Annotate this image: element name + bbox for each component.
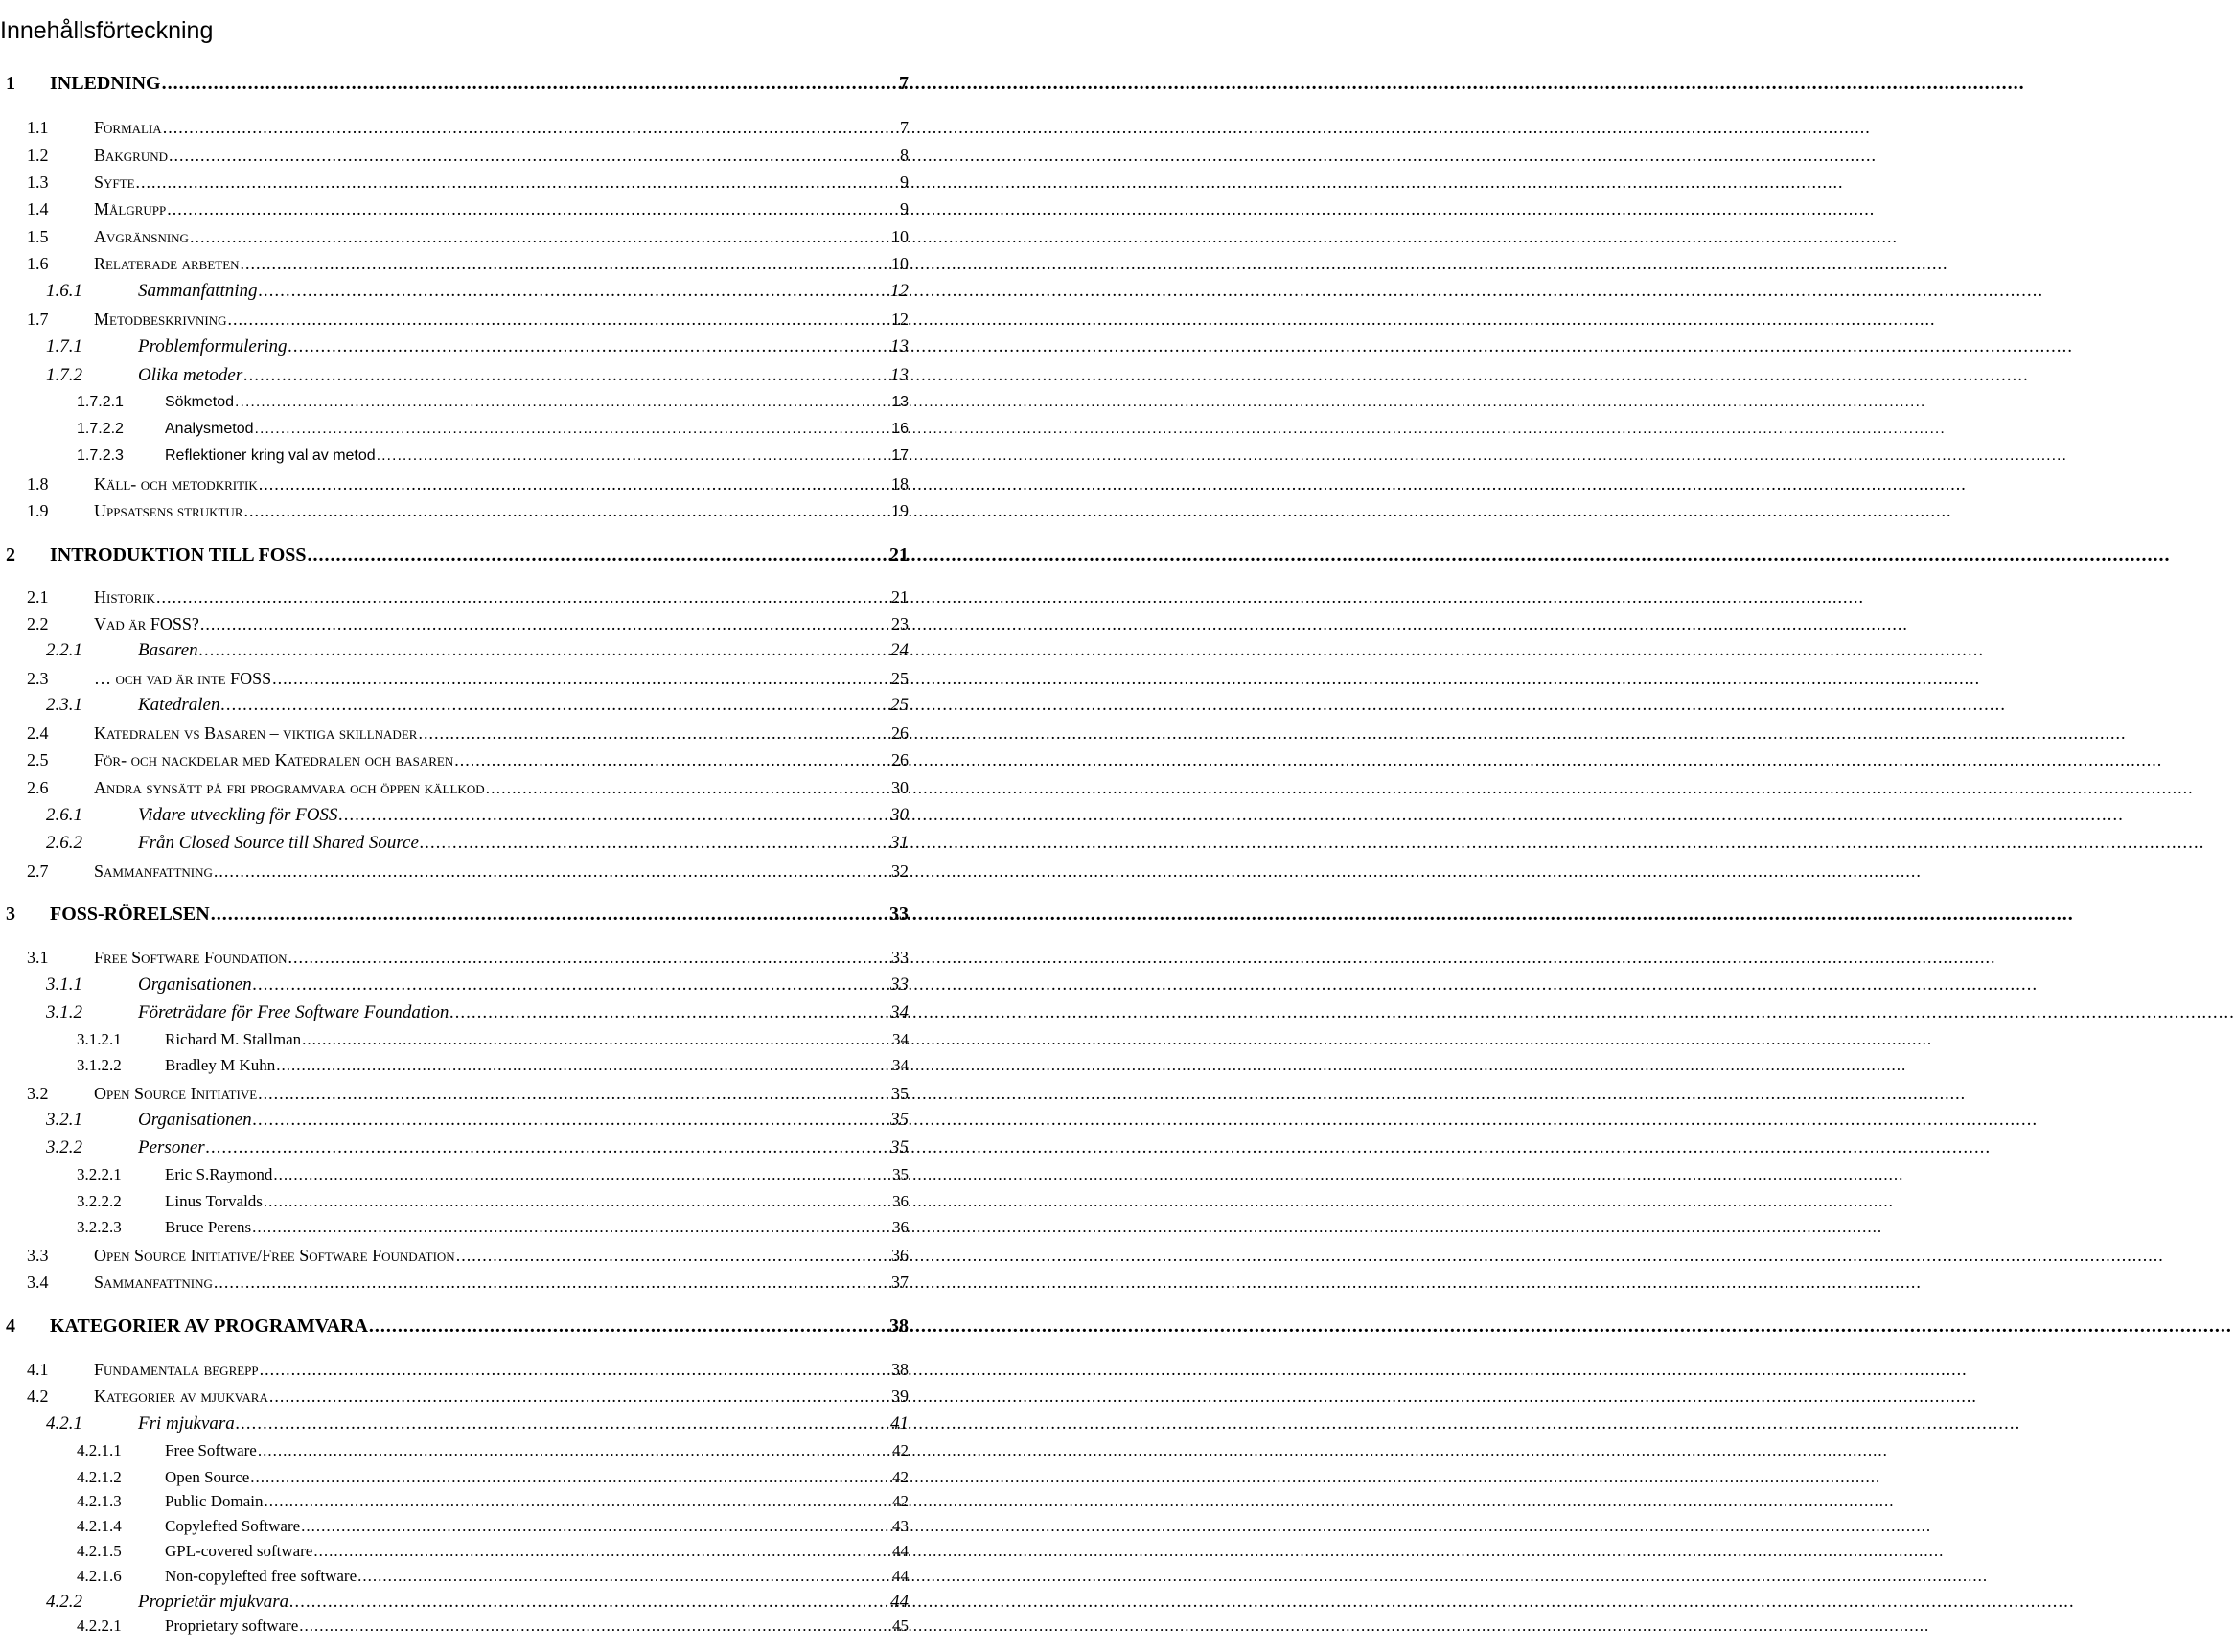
toc-entry-number: 2	[6, 544, 15, 565]
toc-entry-page-number: 7	[899, 73, 909, 94]
toc-entry-number: 1.3	[27, 172, 49, 192]
toc-entry[interactable]	[77, 1162, 909, 1187]
toc-entry-title: Open Source	[165, 1468, 250, 1486]
toc-entry-page-number: 33	[890, 975, 909, 995]
toc-entry-number: 2.7	[27, 861, 49, 881]
toc-entry-title: INLEDNING	[50, 73, 161, 94]
toc-entry-number: 1.9	[27, 501, 49, 520]
toc-entry-title: Non-copylefted free software	[165, 1567, 357, 1585]
dot-leader	[420, 831, 889, 856]
toc-entry-number: 2.4	[27, 723, 49, 743]
toc-entry-page-number: 35	[891, 1084, 909, 1103]
toc-entry-page-number: 24	[890, 640, 909, 660]
dot-leader	[486, 775, 890, 800]
toc-entry-title: Sökmetod	[165, 394, 235, 410]
toc-entry[interactable]	[77, 1215, 909, 1240]
toc-entry-number: 3.2.2.3	[77, 1218, 122, 1236]
toc-entry-title: Formalia	[94, 118, 162, 137]
toc-entry[interactable]	[27, 143, 909, 168]
toc-entry[interactable]	[46, 973, 909, 998]
toc-entry-title: Syfte	[94, 172, 135, 192]
dot-leader	[250, 1465, 891, 1490]
toc-entry-page-number: 30	[891, 778, 909, 797]
toc-entry-number: 1.7.2	[46, 365, 82, 385]
toc-entry-number: 1.5	[27, 227, 49, 246]
toc-entry-title: Målgrupp	[94, 199, 167, 218]
toc-entry-title: Bradley M Kuhn	[165, 1056, 276, 1074]
dot-leader	[221, 693, 890, 718]
toc-entry-page-number: 36	[891, 1246, 909, 1265]
dot-leader	[369, 1314, 888, 1339]
toc-entry-title: Uppsatsens struktur	[94, 501, 243, 520]
toc-entry-number: 2.2	[27, 614, 49, 633]
toc-entry-number: 4.2.1.5	[77, 1542, 122, 1560]
toc-entry-page-number: 42	[892, 1492, 909, 1510]
dot-leader	[301, 1514, 891, 1539]
toc-entry-title: Organisationen	[138, 975, 252, 995]
dot-leader	[228, 307, 890, 332]
toc-entry-title: Katedralen vs Basaren – viktiga skillnader	[94, 723, 418, 743]
toc-entry[interactable]	[27, 1270, 909, 1295]
toc-entry-number: 4.2.2.1	[77, 1617, 122, 1635]
toc-entry-page-number: 21	[889, 544, 909, 565]
toc-entry-page-number: 35	[892, 1165, 909, 1183]
toc-entry[interactable]	[46, 1136, 909, 1160]
toc-entry-title: Copylefted Software	[165, 1517, 301, 1535]
toc-entry-title: Linus Torvalds	[165, 1192, 263, 1210]
toc-entry-title: Andra synsätt på fri programvara och öppen källkod	[94, 778, 485, 797]
toc-entry-page-number: 13	[890, 336, 909, 356]
toc-entry-page-number: 21	[891, 587, 909, 607]
toc-entry-page-number: 12	[890, 281, 909, 301]
dot-leader	[169, 143, 899, 168]
toc-entry-page-number: 39	[891, 1387, 909, 1406]
toc-entry-number: 2.6.2	[46, 833, 82, 853]
toc-entry-number: 3.2.2.1	[77, 1165, 122, 1183]
toc-entry-page-number: 36	[892, 1218, 909, 1236]
toc-entry-number: 3.2.2.2	[77, 1192, 122, 1210]
dot-leader	[167, 196, 899, 221]
dot-leader	[253, 1108, 889, 1133]
toc-entry[interactable]	[27, 224, 909, 249]
toc-entry[interactable]	[27, 1081, 909, 1106]
toc-entry[interactable]	[27, 251, 909, 276]
toc-entry[interactable]	[77, 1027, 909, 1052]
dot-leader	[418, 721, 890, 746]
toc-entry-title: Sammanfattning	[94, 861, 213, 881]
toc-entry-number: 1	[6, 73, 15, 94]
toc-entry-page-number: 8	[900, 146, 909, 165]
toc-entry-number: 4.2.1.3	[77, 1492, 122, 1510]
toc-entry[interactable]	[46, 334, 909, 359]
toc-entry-page-number: 23	[891, 614, 909, 633]
toc-entry-title: Kategorier av mjukvara	[94, 1387, 268, 1406]
toc-entry-number: 3.2	[27, 1084, 49, 1103]
toc-entry-number: 4.2.1.6	[77, 1567, 122, 1585]
toc-entry-title: Basaren	[138, 640, 198, 660]
toc-entry-page-number: 16	[891, 421, 909, 437]
toc-entry-number: 1.7.1	[46, 336, 82, 356]
toc-entry[interactable]	[77, 1539, 909, 1564]
toc-entry-number: 1.6	[27, 254, 49, 273]
toc-entry-page-number: 9	[900, 199, 909, 218]
dot-leader	[214, 859, 890, 883]
toc-entry-title: FOSS-RÖRELSEN	[50, 904, 210, 925]
toc-entry-number: 3.1.2.1	[77, 1030, 122, 1048]
dot-leader	[199, 638, 889, 663]
dot-leader	[289, 1590, 889, 1615]
toc-entry[interactable]	[6, 902, 909, 927]
dot-leader	[288, 334, 889, 359]
toc-entry-page-number: 34	[890, 1002, 909, 1022]
page-title: Innehållsförteckning	[0, 16, 214, 44]
toc-entry-page-number: 33	[889, 904, 909, 925]
toc-entry[interactable]	[27, 170, 909, 195]
toc-entry[interactable]	[27, 1357, 909, 1382]
toc-entry[interactable]	[27, 585, 909, 609]
toc-entry[interactable]	[27, 1243, 909, 1268]
toc-entry-number: 3.3	[27, 1246, 49, 1265]
toc-entry-page-number: 25	[891, 669, 909, 688]
toc-entry[interactable]	[27, 775, 909, 800]
dot-leader	[269, 1384, 890, 1409]
dot-leader	[255, 417, 891, 442]
toc-entry[interactable]	[77, 1189, 909, 1214]
toc-entry[interactable]	[27, 945, 909, 970]
toc-entry-page-number: 38	[889, 1316, 909, 1337]
toc-entry-number: 2.6	[27, 778, 49, 797]
toc-entry-title: KATEGORIER AV PROGRAMVARA	[50, 1316, 368, 1337]
toc-entry[interactable]	[46, 693, 909, 718]
toc-entry-title: Sammanfattning	[138, 281, 258, 301]
toc-entry-number: 1.8	[27, 474, 49, 493]
toc-entry-page-number: 44	[892, 1542, 909, 1560]
toc-entry-page-number: 42	[892, 1468, 909, 1486]
toc-entry[interactable]	[6, 542, 909, 567]
toc-entry-number: 1.2	[27, 146, 49, 165]
toc-entry-page-number: 44	[890, 1592, 909, 1612]
toc-entry-number: 3.1.1	[46, 975, 82, 995]
toc-entry-title: Free Software	[165, 1441, 257, 1459]
toc-entry-number: 1.6.1	[46, 281, 82, 301]
toc-entry-page-number: 13	[891, 394, 909, 410]
toc-entry-title: Sammanfattning	[94, 1273, 213, 1292]
toc-entry-page-number: 38	[891, 1360, 909, 1379]
toc-entry-number: 4.2.1.2	[77, 1468, 122, 1486]
dot-leader	[162, 71, 898, 96]
toc-entry-title: Vidare utveckling för FOSS	[138, 805, 338, 825]
toc-entry-title: Metodbeskrivning	[94, 310, 227, 329]
toc-entry-page-number: 31	[890, 833, 909, 853]
toc-entry[interactable]	[77, 1614, 909, 1639]
toc-entry-number: 3.4	[27, 1273, 49, 1292]
toc-entry[interactable]	[6, 71, 909, 96]
toc-entry-page-number: 41	[890, 1413, 909, 1434]
dot-leader	[308, 542, 889, 567]
toc-entry-page-number: 18	[891, 474, 909, 493]
toc-entry[interactable]	[77, 1438, 909, 1463]
toc-entry-number: 4.2	[27, 1387, 49, 1406]
toc-entry[interactable]	[27, 721, 909, 746]
toc-entry-title: Open Source Initiative	[94, 1084, 258, 1103]
dot-leader	[200, 611, 890, 636]
toc-entry-title: Relaterade arbeten	[94, 254, 240, 273]
toc-entry-number: 2.2.1	[46, 640, 82, 660]
toc-entry-number: 1.4	[27, 199, 49, 218]
toc-entry[interactable]	[27, 1384, 909, 1409]
toc-entry[interactable]	[46, 638, 909, 663]
dot-leader	[276, 1053, 891, 1078]
toc-entry-number: 2.1	[27, 587, 49, 607]
toc-entry[interactable]	[46, 1590, 909, 1615]
toc-entry[interactable]	[46, 803, 909, 828]
dot-leader	[377, 444, 891, 469]
dot-leader	[260, 1357, 890, 1382]
toc-entry-title: … och vad är inte FOSS	[94, 669, 272, 688]
toc-entry-page-number: 42	[892, 1441, 909, 1459]
toc-entry-number: 4.2.2	[46, 1592, 82, 1612]
toc-entry-page-number: 35	[890, 1137, 909, 1158]
toc-entry-title: Richard M. Stallman	[165, 1030, 302, 1048]
toc-entry-title: Reflektioner kring val av metod	[165, 447, 376, 464]
toc-entry[interactable]	[77, 417, 909, 442]
dot-leader	[236, 1411, 889, 1436]
toc-entry-title: Bakgrund	[94, 146, 169, 165]
toc-entry[interactable]	[27, 498, 909, 523]
toc-entry-page-number: 13	[890, 365, 909, 385]
dot-leader	[338, 803, 889, 828]
dot-leader	[456, 1243, 890, 1268]
toc-entry-number: 4.1	[27, 1360, 49, 1379]
toc-entry-page-number: 32	[891, 861, 909, 881]
toc-entry-page-number: 33	[891, 948, 909, 967]
toc-entry-page-number: 19	[891, 501, 909, 520]
dot-leader	[241, 251, 890, 276]
toc-entry[interactable]	[27, 859, 909, 883]
dot-leader	[454, 747, 890, 772]
toc-entry[interactable]	[46, 363, 909, 388]
toc-entry-title: Problemformulering	[138, 336, 288, 356]
toc-entry-title: Analysmetod	[165, 421, 254, 437]
toc-entry-title: Open Source Initiative/Free Software Foundation	[94, 1246, 455, 1265]
toc-entry-number: 3.2.1	[46, 1110, 82, 1130]
toc-entry[interactable]	[27, 115, 909, 140]
table-of-contents	[0, 0, 920, 1652]
dot-leader	[211, 902, 888, 927]
dot-leader	[163, 115, 899, 140]
toc-entry-title: Företrädare för Free Software Foundation	[138, 1002, 449, 1022]
toc-entry[interactable]	[46, 1108, 909, 1133]
toc-entry-number: 4.2.1	[46, 1413, 82, 1434]
toc-entry-page-number: 10	[891, 254, 909, 273]
toc-entry[interactable]	[6, 1314, 909, 1339]
dot-leader	[190, 224, 890, 249]
toc-entry-number: 2.3.1	[46, 695, 82, 715]
toc-entry-title: Organisationen	[138, 1110, 252, 1130]
dot-leader	[313, 1539, 891, 1564]
toc-entry-title: Bruce Perens	[165, 1218, 252, 1236]
toc-entry-page-number: 26	[891, 723, 909, 743]
dot-leader	[264, 1489, 891, 1514]
toc-entry-number: 1.1	[27, 118, 49, 137]
toc-entry-title: Historik	[94, 587, 156, 607]
toc-entry-title: Fri mjukvara	[138, 1413, 235, 1434]
toc-entry-number: 1.7	[27, 310, 49, 329]
toc-entry-page-number: 7	[900, 118, 909, 137]
toc-entry[interactable]	[77, 1489, 909, 1514]
toc-entry-page-number: 9	[900, 172, 909, 192]
toc-entry-title: Proprietary software	[165, 1617, 299, 1635]
toc-entry-title: Vad är FOSS?	[94, 614, 199, 633]
dot-leader	[243, 498, 890, 523]
dot-leader	[258, 1438, 891, 1463]
dot-leader	[206, 1136, 889, 1160]
toc-entry-page-number: 34	[892, 1030, 909, 1048]
toc-entry-page-number: 43	[892, 1517, 909, 1535]
dot-leader	[258, 1081, 890, 1106]
toc-entry-number: 3.1.2.2	[77, 1056, 122, 1074]
toc-entry-title: Från Closed Source till Shared Source	[138, 833, 419, 853]
toc-entry-number: 2.5	[27, 750, 49, 769]
dot-leader	[449, 1000, 889, 1025]
toc-entry-title: Eric S.Raymond	[165, 1165, 273, 1183]
toc-entry[interactable]	[46, 1000, 909, 1025]
toc-entry-title: Avgränsning	[94, 227, 189, 246]
toc-entry-number: 1.7.2.1	[77, 394, 124, 410]
toc-entry-number: 4.2.1.4	[77, 1517, 122, 1535]
dot-leader	[288, 945, 890, 970]
toc-entry-page-number: 30	[890, 805, 909, 825]
toc-entry-title: Free Software Foundation	[94, 948, 288, 967]
dot-leader	[253, 973, 889, 998]
dot-leader	[302, 1027, 891, 1052]
toc-entry-page-number: 44	[892, 1567, 909, 1585]
dot-leader	[243, 363, 889, 388]
toc-entry-title: INTRODUKTION TILL FOSS	[50, 544, 307, 565]
toc-entry-title: Fundamentala begrepp	[94, 1360, 259, 1379]
toc-entry-title: Olika metoder	[138, 365, 243, 385]
toc-entry[interactable]	[27, 196, 909, 221]
toc-entry[interactable]	[77, 1514, 909, 1539]
toc-entry-number: 3.1	[27, 948, 49, 967]
toc-entry-number: 1.7.2.3	[77, 447, 124, 464]
dot-leader	[235, 390, 890, 415]
toc-entry-page-number: 25	[890, 695, 909, 715]
toc-entry[interactable]	[27, 747, 909, 772]
dot-leader	[299, 1614, 891, 1639]
toc-entry[interactable]	[46, 1411, 909, 1436]
dot-leader	[156, 585, 890, 609]
dot-leader	[252, 1215, 891, 1240]
toc-entry-number: 2.6.1	[46, 805, 82, 825]
toc-entry-title: Personer	[138, 1137, 205, 1158]
toc-entry-page-number: 26	[891, 750, 909, 769]
dot-leader	[272, 666, 890, 691]
toc-entry-page-number: 12	[891, 310, 909, 329]
toc-entry[interactable]	[46, 279, 909, 304]
toc-entry-page-number: 36	[892, 1192, 909, 1210]
toc-entry-number: 3	[6, 904, 15, 925]
dot-leader	[214, 1270, 890, 1295]
toc-entry-title: Public Domain	[165, 1492, 264, 1510]
toc-entry[interactable]	[77, 444, 909, 469]
toc-entry-page-number: 35	[890, 1110, 909, 1130]
dot-leader	[136, 170, 899, 195]
toc-entry[interactable]	[77, 1465, 909, 1490]
toc-entry-title: Proprietär mjukvara	[138, 1592, 289, 1612]
toc-entry-page-number: 37	[891, 1273, 909, 1292]
dot-leader	[357, 1564, 891, 1589]
toc-entry-number: 4.2.1.1	[77, 1441, 122, 1459]
dot-leader	[264, 1189, 891, 1214]
toc-entry-title: För- och nackdelar med Katedralen och basaren	[94, 750, 454, 769]
dot-leader	[259, 279, 889, 304]
toc-entry-page-number: 10	[891, 227, 909, 246]
toc-entry-number: 3.2.2	[46, 1137, 82, 1158]
toc-entry[interactable]	[77, 390, 909, 415]
toc-entry[interactable]	[77, 1564, 909, 1589]
toc-entry-title: GPL-covered software	[165, 1542, 313, 1560]
dot-leader	[273, 1162, 891, 1187]
toc-entry-title: Katedralen	[138, 695, 220, 715]
toc-entry-page-number: 17	[891, 447, 909, 464]
toc-entry-number: 1.7.2.2	[77, 421, 124, 437]
toc-entry[interactable]	[27, 611, 909, 636]
toc-entry[interactable]	[27, 666, 909, 691]
toc-entry-page-number: 34	[892, 1056, 909, 1074]
toc-entry[interactable]	[27, 471, 909, 496]
toc-entry[interactable]	[77, 1053, 909, 1078]
toc-entry[interactable]	[46, 831, 909, 856]
toc-entry-page-number: 45	[892, 1617, 909, 1635]
toc-entry-number: 3.1.2	[46, 1002, 82, 1022]
toc-entry-number: 4	[6, 1316, 15, 1337]
toc-entry-number: 2.3	[27, 669, 49, 688]
toc-entry-title: Käll- och metodkritik	[94, 474, 258, 493]
toc-entry[interactable]	[27, 307, 909, 332]
dot-leader	[259, 471, 890, 496]
